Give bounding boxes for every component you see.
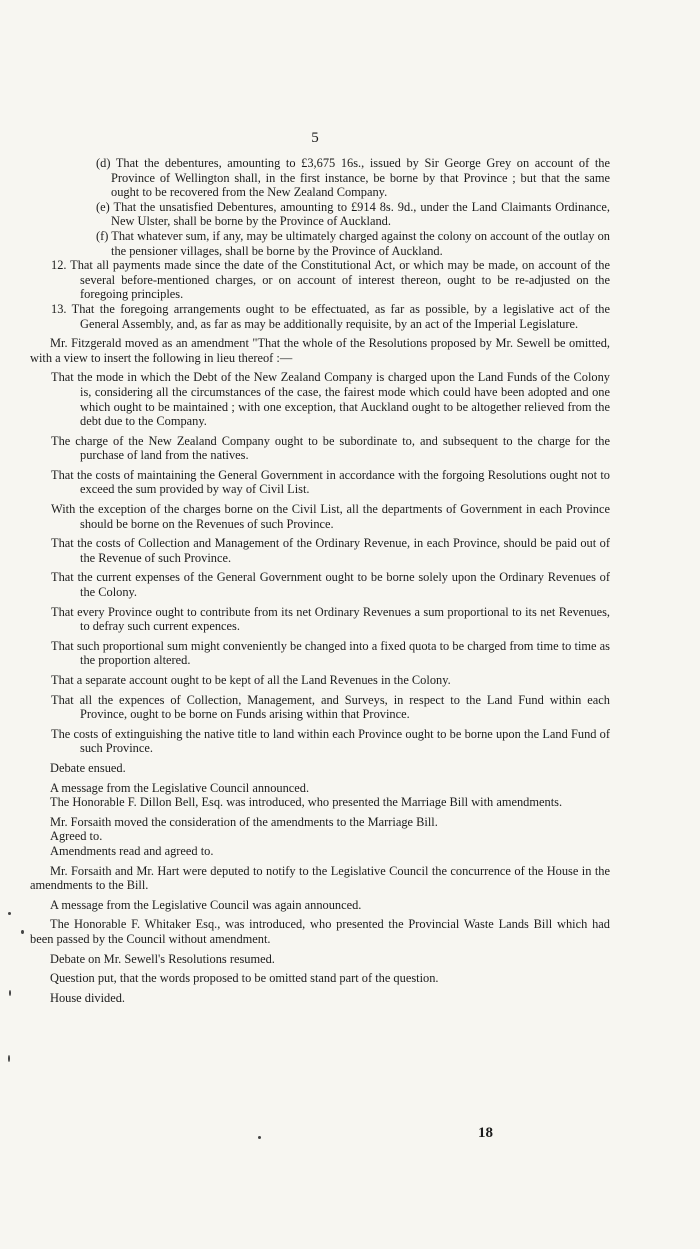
proceeding-entry: The Honorable F. Whitaker Esq., was introduced, who presented the Provincial Waste Lands Bill which had been passed by the Council without amendment. [30,917,610,946]
resolution: With the exception of the charges borne on the Civil List, all the departments of Government in each Province should be borne on the Revenues of such Province. [51,502,610,531]
proceeding-entry: A message from the Legislative Council was again announced. [50,897,362,912]
amendment-intro: Mr. Fitzgerald moved as an amendment "That the whole of the Resolutions proposed by Mr. Sewell be omitted, with a view to insert the following in lieu thereof :— [30,336,610,365]
sheet-number: 18 [478,1125,493,1141]
margin-speck [8,1055,10,1062]
proceeding-entry: Agreed to. [50,829,103,844]
proceeding-entry: Mr. Forsaith and Mr. Hart were deputed to notify to the Legislative Council the concurrence of the House in the amendments to the Bill. [30,863,610,893]
resolution: That the costs of Collection and Management of the Ordinary Revenue, in each Province, should be paid out of the Revenue of such Province. [51,536,610,565]
resolution: The costs of extinguishing the native title to land within each Province ought to be borne upon the Land Fund of such Province. [51,726,610,756]
sub-item: (d) That the debentures, amounting to £3,675 16s., issued by Sir George Grey on account of the Province of Wellington shall, in the first instance, be borne by that Province ; but that the same ought to be recovered from the New Zealand Company. [96,156,610,200]
proceeding-entry: A message from the Legislative Council announced. [50,780,310,795]
resolution: That a separate account ought to be kept of all the Land Revenues in the Colony. [51,673,451,687]
resolution: That the costs of maintaining the General Government in accordance with the forgoing Resolutions ought not to exceed the sum provided by way of Civil List. [51,467,610,497]
sub-item-list [30,156,610,258]
resolution: The charge of the New Zealand Company ought to be subordinate to, and subsequent to the charge for the purchase of land from the natives. [51,433,610,463]
resolution: That every Province ought to contribute from its net Ordinary Revenues a sum proportional to its net Revenues, to defray such current expences. [51,604,610,634]
proceeding-entry: Question put, that the words proposed to be omitted stand part of the question. [50,971,439,986]
numbered-item-list [30,258,610,331]
amendment-resolutions [30,370,610,756]
sub-item: (f) That whatever sum, if any, may be ultimately charged against the colony on account of the outlay on the pensioner villages, shall be borne by the Province of Auckland. [96,228,610,258]
resolution: That such proportional sum might conveniently be changed into a fixed quota to be charged from time to time as the proportion altered. [51,638,610,668]
proceedings [30,761,610,1005]
proceeding-entry: Amendments read and agreed to. [50,843,214,858]
proceeding-entry: Debate ensued. [50,760,126,775]
resolution: That the current expenses of the General Government ought to be borne solely upon the Ordinary Revenues of the Colony. [51,570,610,600]
resolution: That all the expences of Collection, Management, and Surveys, in respect to the Land Fund within each Province, ought to be borne on Funds arising within that Province. [51,692,610,722]
resolution: That the mode in which the Debt of the New Zealand Company is charged upon the Land Funds of the Colony is, considering all the circumstances of the case, the fairest mode which could have been adopted and one which ought to be maintained ; with one exception, that Auckland ought to be altogether relieved from the debt due to the Company. [51,370,610,429]
proceeding-entry: Debate on Mr. Sewell's Resolutions resumed. [50,951,275,966]
numbered-item: 12. That all payments made since the date of the Constitutional Act, or which may be made, on account of the several before-mentioned charges, or on account of interest thereon, ought to be re-adjusted on the foregoing principles. [51,258,610,302]
proceeding-entry: House divided. [50,990,126,1005]
margin-speck [21,930,24,934]
sub-item: (e) That the unsatisfied Debentures, amounting to £914 8s. 9d., under the Land Claimants Ordinance, New Ulster, shall be borne by the Province of Auckland. [96,199,610,229]
numbered-item: 13. That the foregoing arrangements ought to be effectuated, as far as possible, by a legislative act of the General Assembly, and, as far as may be additionally requisite, by an act of the Imperial Legislature. [51,301,610,331]
document-body [30,156,610,1005]
margin-speck [8,912,11,915]
margin-speck [258,1136,261,1139]
proceeding-entry: Mr. Forsaith moved the consideration of the amendments to the Marriage Bill. [50,814,438,829]
proceeding-entry: The Honorable F. Dillon Bell, Esq. was introduced, who presented the Marriage Bill with amendments. [50,795,563,810]
margin-speck [9,990,11,996]
page-number: 5 [311,130,319,146]
